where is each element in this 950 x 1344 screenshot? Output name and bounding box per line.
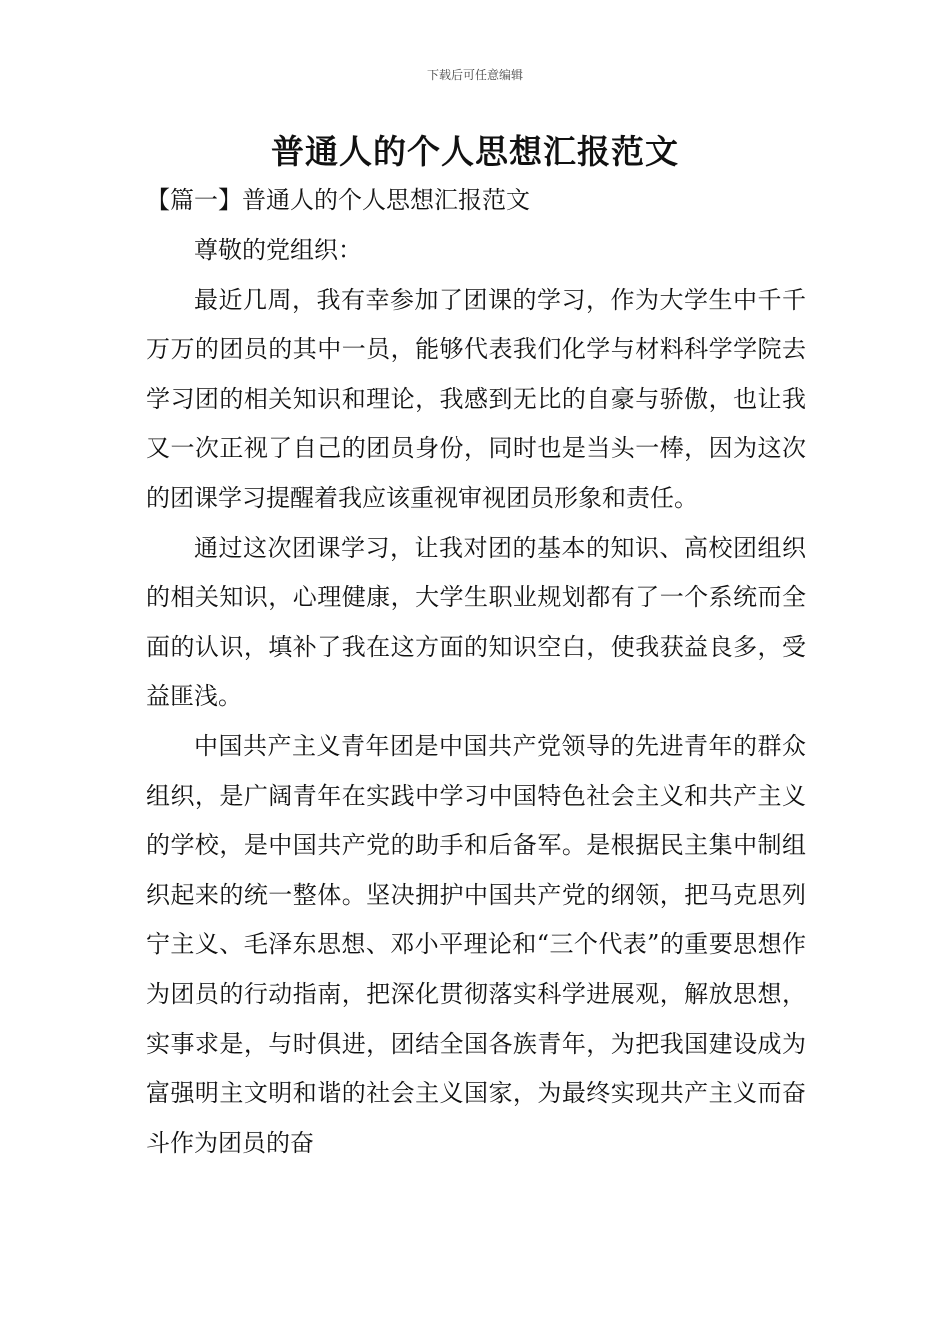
body-text: [146, 226, 806, 1168]
document-title: 普通人的个人思想汇报范文: [271, 132, 679, 171]
section-heading: 【篇一】普通人的个人思想汇报范文: [146, 186, 530, 214]
body-paragraph-1: 最近几周，我有幸参加了团课的学习，作为大学生中千千万万的团员的其中一员，能够代表我们化学与材料科学学院去学习团的相关知识和理论，我感到无比的自豪与骄傲，也让我又一次正视了自己的团员身份，同时也是当头一棒，因为这次的团课学习提醒着我应该重视审视团员形象和责任。: [146, 285, 806, 512]
body-paragraph-3: 中国共产主义青年团是中国共产党领导的先进青年的群众组织，是广阔青年在实践中学习中国特色社会主义和共产主义的学校，是中国共产党的助手和后备军。是根据民主集中制组织起来的统一整体。坚决拥护中国共产党的纲领，把马克思列宁主义、毛泽东思想、邓小平理论和“三个代表”的重要思想作为团员的行动指南，把深化贯彻落实科学进展观，解放思想，实事求是，与时俱进，团结全国各族青年，为把我国建设成为富强明主文明和谐的社会主义国家，为最终实现共产主义而奋斗作为团员的奋: [146, 731, 806, 1157]
salutation-paragraph: 尊敬的党组织：: [194, 236, 362, 264]
header-note: 下载后可任意编辑: [426, 68, 523, 82]
body-paragraph-2: 通过这次团课学习，让我对团的基本的知识、高校团组织的相关知识，心理健康，大学生职业规划都有了一个系统而全面的认识，填补了我在这方面的知识空白，使我获益良多，受益匪浅。: [146, 533, 806, 711]
